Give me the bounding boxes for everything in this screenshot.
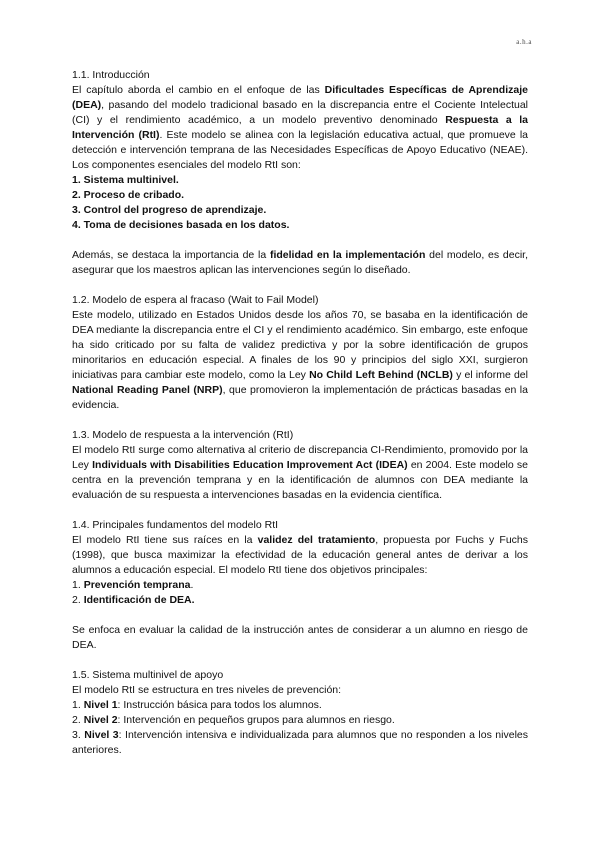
text-run: : Intervención intensiva e individualizada para alumnos que no responden a los niveles anteriores.	[72, 729, 528, 756]
paragraph	[72, 533, 528, 578]
list-item	[72, 728, 528, 758]
paragraph	[72, 308, 528, 413]
list-item	[72, 713, 528, 728]
section-title: 1.5. Sistema multinivel de apoyo	[72, 669, 224, 681]
list-item-text: 1. Sistema multinivel.	[72, 174, 179, 186]
bold-term: Nivel 3	[84, 729, 119, 741]
list-item	[72, 173, 528, 188]
list-item	[72, 593, 528, 608]
list-item	[72, 698, 528, 713]
text-run: El capítulo aborda el cambio en el enfoque de las	[72, 84, 325, 96]
list-item	[72, 188, 528, 203]
text-run: en 2004. Este modelo se centra en la prevención temprana y en la identificación de alumnos con DEA mediante la evaluación de su respuesta a intervenciones basadas en la evidencia científica.	[72, 459, 528, 501]
text-run: y el informe del	[452, 369, 528, 381]
bold-term: Prevención temprana	[83, 579, 191, 591]
text-run: Además, se destaca la importancia de la	[72, 249, 270, 261]
paragraph	[72, 248, 528, 278]
list-item	[72, 218, 528, 233]
text-run: , pasando del modelo tradicional basado en la discrepancia entre el Cociente Intelectual (CI) y el rendimiento académico, a un modelo preventivo denominado	[72, 99, 528, 126]
bold-term: Nivel 1	[83, 699, 118, 711]
list-item	[72, 578, 528, 593]
list-item	[72, 203, 528, 218]
document-body	[72, 68, 528, 758]
section-title: 1.4. Principales fundamentos del modelo RtI	[72, 519, 279, 531]
bold-term: fidelidad en la implementación	[269, 249, 426, 261]
bold-term: National Reading Panel (NRP)	[72, 384, 223, 396]
paragraph	[72, 443, 528, 503]
list-item-text: 2. Proceso de cribado.	[72, 189, 185, 201]
paragraph: El modelo RtI se estructura en tres niveles de prevención:	[72, 684, 342, 696]
section-title: 1.2. Modelo de espera al fracaso (Wait to Fail Model)	[72, 294, 319, 306]
text-run: . Este modelo se alinea con la legislación educativa actual, que promueve la detección e intervención temprana de las Necesidades Específicas de Apoyo Educativo (NEAE). Los componentes esenciales del modelo RtI son:	[72, 129, 528, 171]
list-number: 2.	[72, 714, 84, 726]
text-run: : Intervención en pequeños grupos para alumnos en riesgo.	[117, 714, 395, 726]
bold-term: Respuesta a la Intervención (RtI)	[72, 114, 528, 141]
bold-term: Individuals with Disabilities Education Improvement Act (IDEA)	[92, 459, 408, 471]
list-item-text: 3. Control del progreso de aprendizaje.	[72, 204, 267, 216]
bold-term: validez del tratamiento	[257, 534, 376, 546]
text-run: .	[190, 579, 194, 591]
paragraph	[72, 83, 528, 173]
list-number: 3.	[72, 729, 85, 741]
list-number: 1.	[72, 579, 84, 591]
header-mark: a.h.a	[516, 38, 532, 46]
objectives-list	[72, 578, 528, 608]
levels-list	[72, 698, 528, 758]
bold-term: Identificación de DEA.	[83, 594, 195, 606]
text-run: : Instrucción básica para todos los alumnos.	[117, 699, 322, 711]
text-run: Este modelo, utilizado en Estados Unidos desde los años 70, se basaba en la identificación de DEA mediante la discrepancia entre el CI y el rendimiento académico. Sin embargo, este enfoque ha sido criticado por su falta de validez predictiva y por la sobre identificación de grupos minoritarios en educación especial. A finales de los 90 y principios del siglo XXI, surgieron iniciativas para cambiar este modelo, como la Ley	[72, 309, 528, 381]
list-number: 1.	[72, 699, 84, 711]
text-run: , que promovieron la implementación de prácticas basadas en la evidencia.	[72, 384, 528, 411]
list-item-text: 4. Toma de decisiones basada en los datos.	[72, 219, 290, 231]
text-run: El modelo RtI surge como alternativa al criterio de discrepancia CI-Rendimiento, promovido por la Ley	[72, 444, 528, 471]
section-title: 1.3. Modelo de respuesta a la intervención (RtI)	[72, 429, 294, 441]
components-list	[72, 173, 528, 233]
text-run: El modelo RtI tiene sus raíces en la	[72, 534, 258, 546]
bold-term: Nivel 2	[83, 714, 118, 726]
paragraph: Se enfoca en evaluar la calidad de la instrucción antes de considerar a un alumno en riesgo de DEA.	[72, 624, 528, 651]
bold-term: No Child Left Behind (NCLB)	[309, 369, 453, 381]
section-title: 1.1. Introducción	[72, 69, 150, 81]
bold-term: Dificultades Específicas de Aprendizaje (DEA)	[72, 84, 528, 111]
list-number: 2.	[72, 594, 84, 606]
text-run: del modelo, es decir, asegurar que los maestros aplican las intervenciones según lo diseñado.	[72, 249, 528, 276]
text-run: , propuesta por Fuchs y Fuchs (1998), que busca maximizar la efectividad de la educación general antes de derivar a los alumnos a educación especial. El modelo RtI tiene dos objetivos principales:	[72, 534, 528, 576]
